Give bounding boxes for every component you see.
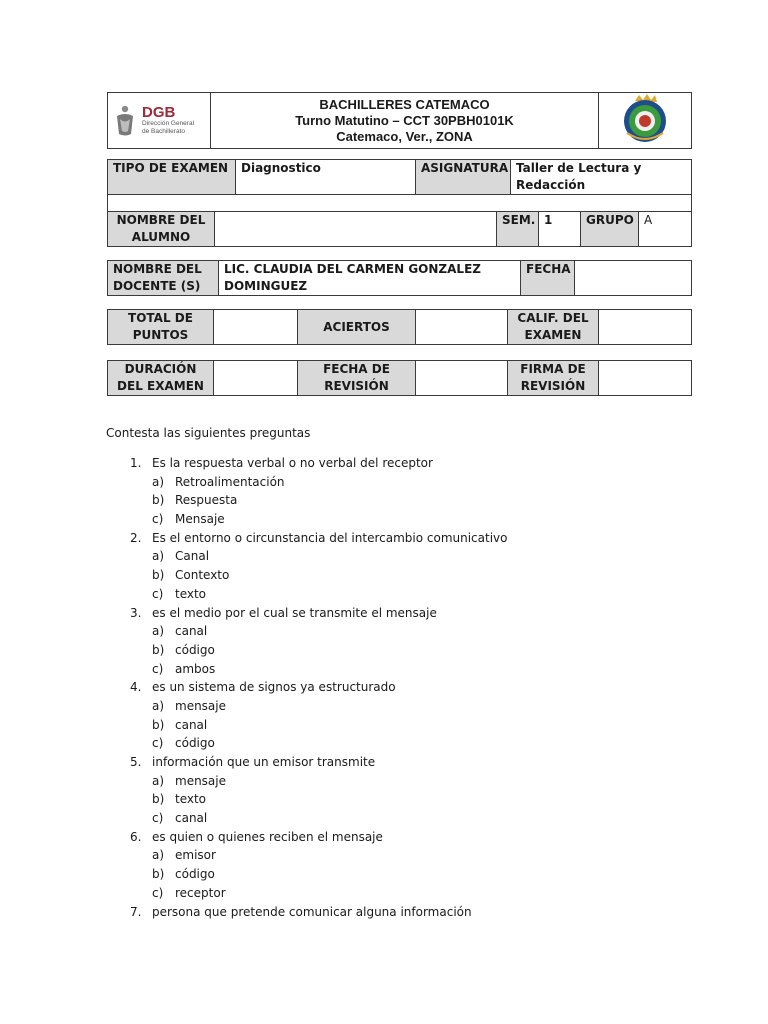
grupo-value[interactable]: A (639, 212, 692, 247)
scores-table (107, 309, 692, 345)
school-shift: Turno Matutino – CCT 30PBH0101K (295, 112, 514, 128)
duracion-field[interactable] (214, 361, 298, 396)
firma-revision-field[interactable] (599, 361, 692, 396)
dgb-logo-line2: de Bachillerato (142, 128, 185, 135)
question-2 (130, 529, 507, 548)
option-text: Mensaje (175, 512, 225, 527)
option-letter: b) (152, 493, 165, 508)
option-letter: c) (152, 811, 164, 826)
option-letter: a) (152, 773, 165, 788)
question-number: 7. (130, 904, 142, 919)
option-text: Respuesta (175, 493, 238, 508)
aciertos-label: ACIERTOS (298, 310, 416, 345)
option-text: canal (175, 811, 208, 826)
option-text: código (175, 867, 215, 882)
question-4 (130, 678, 507, 697)
option-letter: a) (152, 848, 165, 863)
exam-info-table (107, 159, 692, 195)
answer-option[interactable] (130, 510, 507, 529)
option-letter: a) (152, 549, 165, 564)
answer-option[interactable] (130, 865, 507, 884)
option-letter: b) (152, 717, 165, 732)
option-letter: c) (152, 586, 164, 601)
sem-label: SEM. (497, 212, 539, 247)
option-letter: c) (152, 885, 164, 900)
answer-option[interactable] (130, 566, 507, 585)
answer-option[interactable] (130, 491, 507, 510)
dgb-logo (113, 104, 205, 138)
option-text: texto (175, 792, 207, 807)
question-7 (130, 903, 507, 922)
dgb-logo-cell (108, 93, 211, 149)
answer-option[interactable] (130, 473, 507, 492)
calif-examen-field[interactable] (599, 310, 692, 345)
question-6 (130, 828, 507, 847)
tipo-examen-value[interactable]: Diagnostico (236, 160, 416, 195)
question-1 (130, 454, 507, 473)
calif-examen-label: CALIF. DEL EXAMEN (508, 310, 599, 345)
nombre-alumno-field[interactable] (215, 212, 497, 247)
option-letter: b) (152, 568, 165, 583)
firma-revision-label: FIRMA DE REVISIÓN (508, 361, 599, 396)
option-text: Contexto (175, 568, 230, 583)
question-number: 4. (130, 680, 142, 695)
option-letter: b) (152, 792, 165, 807)
answer-option[interactable] (130, 716, 507, 735)
spacer-row (107, 194, 692, 212)
option-letter: c) (152, 736, 164, 751)
answer-option[interactable] (130, 790, 507, 809)
option-text: receptor (175, 885, 226, 900)
duracion-label: DURACIÓN DEL EXAMEN (108, 361, 214, 396)
option-text: ambos (175, 661, 216, 676)
teacher-info-table (107, 260, 692, 296)
nombre-alumno-label: NOMBRE DEL ALUMNO (108, 212, 215, 247)
fecha-field[interactable] (575, 261, 692, 296)
header-table (107, 92, 692, 149)
question-text: es el medio por el cual se transmite el mensaje (152, 605, 437, 620)
answer-option[interactable] (130, 734, 507, 753)
option-text: texto (175, 586, 207, 601)
question-text: Es el entorno o circunstancia del intercambio comunicativo (152, 530, 508, 545)
grupo-label: GRUPO (581, 212, 639, 247)
answer-option[interactable] (130, 772, 507, 791)
school-location: Catemaco, Ver., ZONA (336, 128, 473, 144)
sem-value[interactable]: 1 (539, 212, 581, 247)
question-number: 1. (130, 456, 142, 470)
option-text: canal (175, 624, 208, 639)
docente-value[interactable]: LIC. CLAUDIA DEL CARMEN GONZALEZ DOMINGUEZ (219, 261, 521, 296)
review-table (107, 360, 692, 396)
fecha-revision-label: FECHA DE REVISIÓN (298, 361, 416, 396)
option-letter: b) (152, 642, 165, 657)
option-letter: a) (152, 474, 165, 489)
total-puntos-field[interactable] (214, 310, 298, 345)
option-text: emisor (175, 848, 216, 863)
spacer-cell (108, 195, 692, 212)
fecha-revision-field[interactable] (416, 361, 508, 396)
option-text: mensaje (175, 698, 226, 713)
option-text: código (175, 642, 215, 657)
instructions-text: Contesta las siguientes preguntas (106, 426, 311, 440)
question-text: persona que pretende comunicar alguna información (152, 904, 472, 919)
answer-option[interactable] (130, 846, 507, 865)
student-info-table (107, 211, 692, 247)
answer-option[interactable] (130, 697, 507, 716)
question-5 (130, 753, 507, 772)
answer-option[interactable] (130, 585, 507, 604)
option-letter: a) (152, 698, 165, 713)
fecha-label: FECHA (521, 261, 575, 296)
dgb-emblem-icon (113, 104, 137, 138)
answer-option[interactable] (130, 622, 507, 641)
total-puntos-label: TOTAL DE PUNTOS (108, 310, 214, 345)
question-text: es un sistema de signos ya estructurado (152, 680, 396, 695)
dgb-logo-name: DGB (142, 104, 176, 121)
school-seal-cell (599, 93, 692, 149)
dgb-logo-line1: Dirección General (142, 120, 195, 127)
option-letter: a) (152, 624, 165, 639)
option-text: Canal (175, 549, 210, 564)
asignatura-value[interactable]: Taller de Lectura y Redacción (511, 160, 692, 195)
answer-option[interactable] (130, 809, 507, 828)
question-list (130, 454, 507, 921)
question-3 (130, 604, 507, 623)
question-number: 2. (130, 530, 142, 545)
question-text: es quien o quienes reciben el mensaje (152, 829, 383, 844)
question-text: información que un emisor transmite (152, 755, 376, 769)
answer-option[interactable] (130, 884, 507, 903)
answer-option[interactable] (130, 547, 507, 566)
docente-label: NOMBRE DEL DOCENTE (S) (108, 261, 219, 296)
aciertos-field[interactable] (416, 310, 508, 345)
option-text: canal (175, 717, 208, 732)
question-number: 6. (130, 829, 142, 844)
question-number: 5. (130, 755, 142, 769)
answer-option[interactable] (130, 641, 507, 660)
question-text: Es la respuesta verbal o no verbal del receptor (152, 456, 433, 470)
option-text: código (175, 736, 215, 751)
school-seal-icon (619, 93, 671, 143)
option-letter: b) (152, 867, 165, 882)
asignatura-label: ASIGNATURA (416, 160, 511, 195)
option-text: mensaje (175, 773, 226, 788)
school-name: BACHILLERES CATEMACO (319, 96, 490, 112)
school-title (211, 93, 599, 149)
option-text: Retroalimentación (175, 474, 285, 489)
question-number: 3. (130, 605, 142, 620)
option-letter: c) (152, 661, 164, 676)
option-letter: c) (152, 512, 164, 527)
answer-option[interactable] (130, 660, 507, 679)
tipo-examen-label: TIPO DE EXAMEN (108, 160, 236, 195)
